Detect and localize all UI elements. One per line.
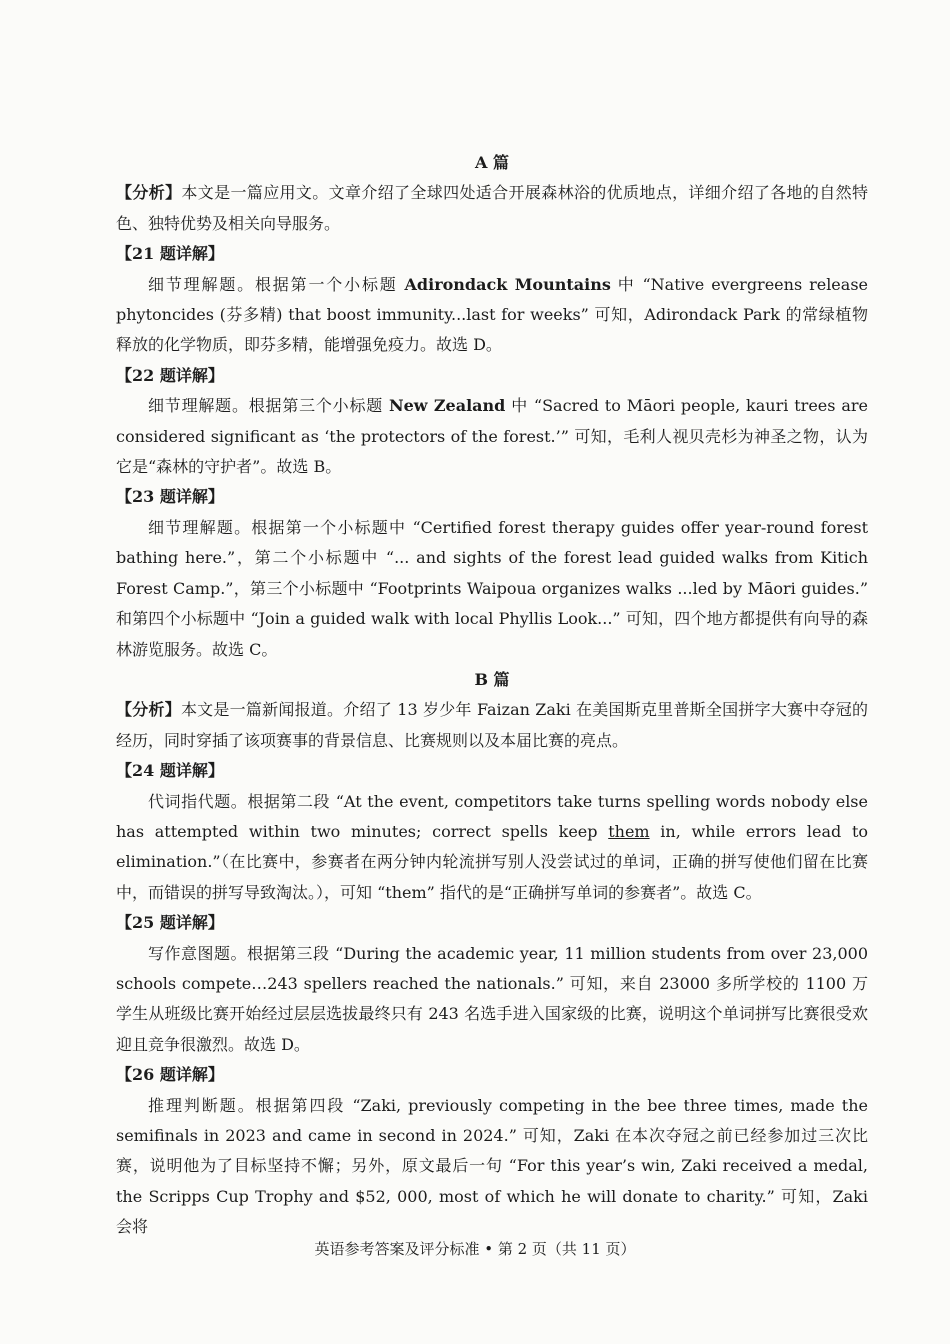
q22-heading-ref: New Zealand [388,396,506,416]
q24-label: 【24 题详解】 [116,761,224,781]
q26-label: 【26 题详解】 [116,1065,224,1085]
analysis-label: 【分析】 [116,700,181,720]
q21-label: 【21 题详解】 [116,244,224,264]
q21-heading-ref: Adirondack Mountains [404,274,611,294]
q24-underlined-word: them [608,821,650,841]
q21-text-1: 细节理解题。根据第一个小标题 [148,274,405,294]
q24-explanation [116,787,868,909]
analysis-label: 【分析】 [116,183,182,203]
q23-explanation: 细节理解题。根据第一个小标题中 “Certified forest therapy guides offer year-round forest bathing here.”，第二个小标题中 “... and sights of the forest lead guided walks from Kitich Forest Camp.”，第三个小标题中 “Footprints Waipoua organizes walks ...led by Māori guides.” 和第四个小标题中 “Join a guided walk with local Phyllis Look...” 可知，四个地方都提供有向导的森林游览服务。故选 C。 [116,517,868,659]
q26-explanation: 推理判断题。根据第四段 “Zaki, previously competing in the bee three times, made the semifinals in 2023 and came in second in 2024.” 可知，Zaki 在本次夺冠之前已经参加过三次比赛，说明他为了目标坚持不懈；另外，原文最后一句 “For this year’s win, Zaki received a medal, the Scripps Cup Trophy and $52, 000, most of which he will donate to charity.” 可知，Zaki 会将 [116,1095,868,1237]
section-b-title: B 篇 [474,669,510,689]
analysis-text: 本文是一篇应用文。文章介绍了全球四处适合开展森林浴的优质地点，详细介绍了各地的自然特色、独特优势及相关向导服务。 [116,183,868,233]
page-content [116,148,868,1243]
q24-text-1: 代词指代题。根据第二段 “At the event, competitors take turns spelling words nobody else has attempted within two minutes; correct spells keep [116,791,868,841]
q21-explanation [116,270,868,361]
section-a-title: A 篇 [475,153,509,172]
q22-explanation [116,391,868,482]
section-b-analysis [116,695,868,756]
section-a-analysis [116,178,868,239]
q24-text-2: in, while errors lead to elimination.”（在比赛中，参赛者在两分钟内轮流拼写别人没尝试过的单词，正确的拼写使他们留在比赛中，而错误的拼写导致淘汰。），可知 “them” 指代的是“正确拼写单词的参赛者”。故选 C。 [116,821,869,902]
q22-label: 【22 题详解】 [116,365,224,385]
q25-explanation: 写作意图题。根据第三段 “During the academic year, 11 million students from over 23,000 schools compete…243 spellers reached the nationals.” 可知，来自 23000 多所学校的 1100 万学生从班级比赛开始经过层层选拔最终只有 243 名选手进入国家级的比赛，说明这个单词拼写比赛很受欢迎且竞争很激烈。故选 D。 [116,943,868,1054]
q22-text-2: 中 “Sacred to Māori people, kauri trees are considered significant as ‘the protectors of the forest.’” 可知，毛利人视贝壳杉为神圣之物，认为它是“森林的守护者”。故选 B。 [116,396,868,477]
q22-text-1: 细节理解题。根据第三个小标题 [148,396,389,416]
q21-text-2: 中 “Native evergreens release phytoncides (芬多精) that boost immunity...last for weeks” 可知，Adirondack Park 的常绿植物释放的化学物质，即芬多精，能增强免疫力。故选 D。 [116,274,868,355]
analysis-text: 本文是一篇新闻报道。介绍了 13 岁少年 Faizan Zaki 在美国斯克里普斯全国拼字大赛中夺冠的经历，同时穿插了该项赛事的背景信息、比赛规则以及本届比赛的亮点。 [116,700,868,750]
q25-label: 【25 题详解】 [116,913,224,933]
page-footer: 英语参考答案及评分标准 • 第 2 页（共 11 页） [314,1240,636,1258]
q23-label: 【23 题详解】 [116,487,224,507]
